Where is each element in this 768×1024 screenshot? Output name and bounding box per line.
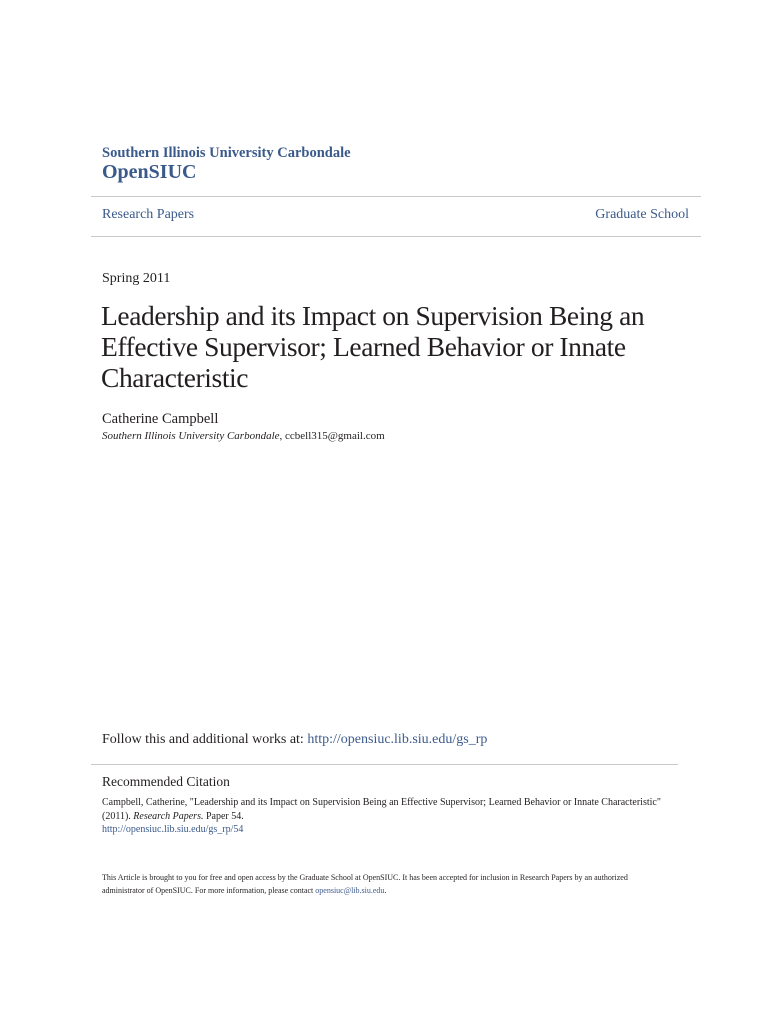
- title-line-2: Effective Supervisor; Learned Behavior or Innate: [101, 331, 626, 362]
- citation-paper-number: Paper 54.: [203, 810, 244, 822]
- citation-url-link[interactable]: http://opensiuc.lib.siu.edu/gs_rp/54: [102, 824, 244, 835]
- school-link[interactable]: Graduate School: [595, 207, 689, 222]
- disclaimer-end: .: [384, 886, 387, 895]
- author-email: , ccbell315@gmail.com: [279, 430, 385, 442]
- citation-text: Campbell, Catherine, "Leadership and its Impact on Supervision Being an Effective Supervisor; Learned Behavior or Innate Characteristic" (2011).: [102, 797, 661, 822]
- access-disclaimer: [102, 871, 672, 897]
- disclaimer-text: This Article is brought to you for free and open access by the Graduate School at OpenSIUC. It has been accepted for inclusion in Research Papers by an authorized administrator of OpenSIUC. For more information, please contact: [102, 873, 628, 895]
- citation-heading: Recommended Citation: [102, 774, 230, 789]
- affiliation-institution: Southern Illinois University Carbondale: [102, 430, 280, 442]
- citation-block: [102, 796, 662, 837]
- nav-divider: [91, 236, 701, 237]
- top-divider: [91, 196, 701, 197]
- series-link[interactable]: Research Papers: [102, 207, 195, 222]
- contact-email-link[interactable]: opensiuc@lib.siu.edu: [315, 886, 385, 895]
- article-title: [101, 300, 691, 393]
- author-name: Catherine Campbell: [102, 411, 219, 427]
- citation-journal: Research Papers.: [133, 810, 204, 822]
- publication-date: Spring 2011: [102, 271, 171, 286]
- title-line-3: Characteristic: [101, 362, 249, 393]
- follow-line: [102, 732, 487, 748]
- title-line-1: Leadership and its Impact on Supervision Being an: [101, 300, 645, 331]
- repository-link[interactable]: OpenSIUC: [102, 161, 197, 183]
- collection-link[interactable]: http://opensiuc.lib.siu.edu/gs_rp: [307, 732, 488, 747]
- author-affiliation: [102, 430, 385, 442]
- follow-label: Follow this and additional works at:: [102, 732, 308, 747]
- citation-divider: [91, 764, 678, 765]
- institution-name: Southern Illinois University Carbondale: [102, 145, 351, 161]
